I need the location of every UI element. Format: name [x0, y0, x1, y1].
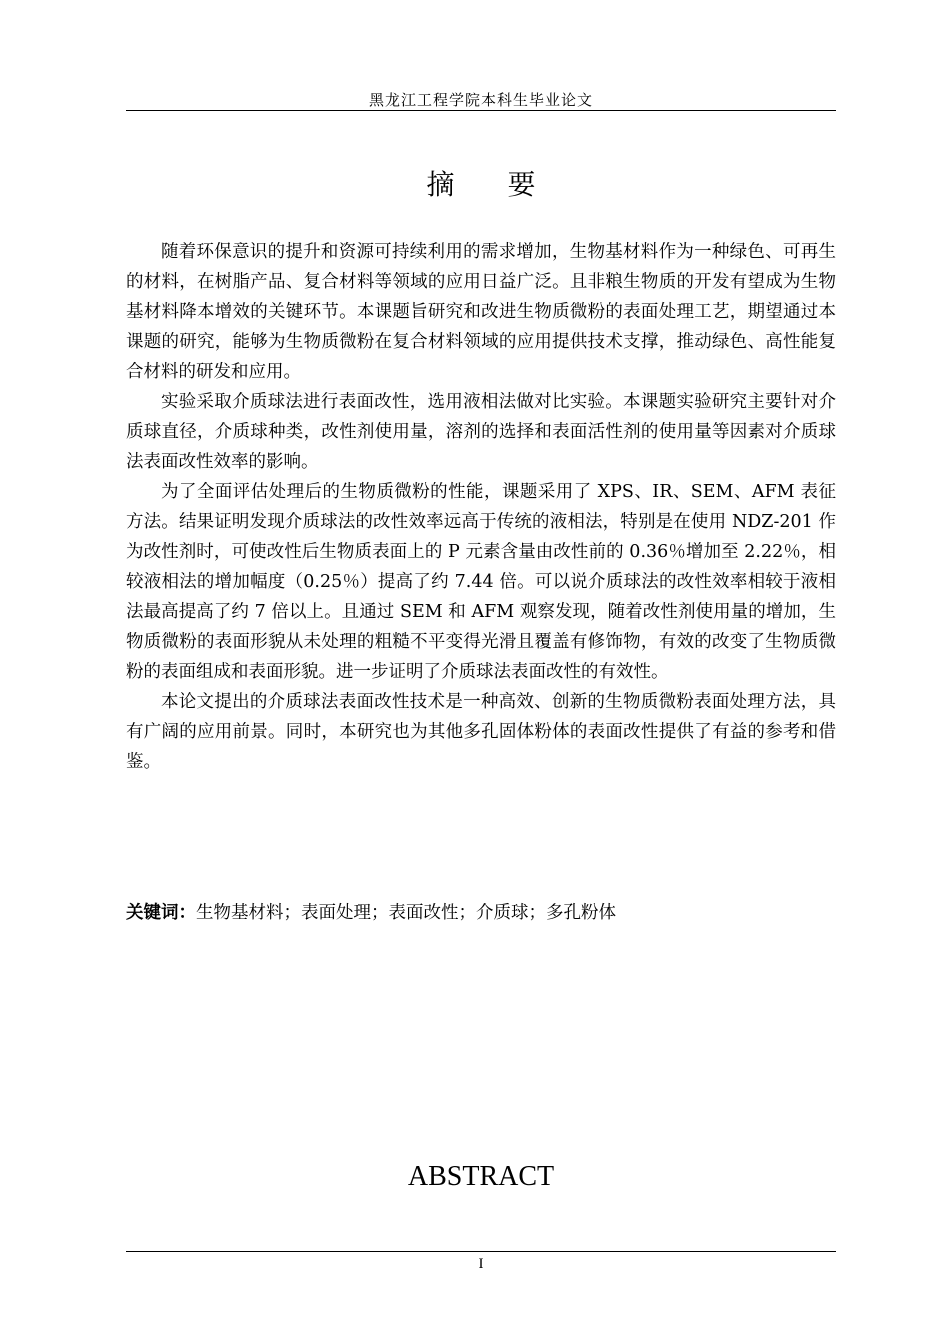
abstract-paragraph-2: 实验采取介质球法进行表面改性，选用液相法做对比实验。本课题实验研究主要针对介质球直径，介质球种类，改性剂使用量，溶剂的选择和表面活性剂的使用量等因素对介质球法表面改性效率的影响。 — [126, 392, 836, 472]
keywords-label: 关键词： — [126, 903, 196, 923]
keywords-text: 生物基材料；表面处理；表面改性；介质球；多孔粉体 — [196, 903, 616, 923]
header-rule — [126, 110, 836, 111]
page-number: I — [478, 1256, 484, 1272]
keywords-line — [126, 898, 836, 928]
abstract-heading-en: ABSTRACT — [407, 1161, 555, 1192]
abstract-paragraph-4: 本论文提出的介质球法表面改性技术是一种高效、创新的生物质微粉表面处理方法，具有广阔的应用前景。同时，本研究也为其他多孔固体粉体的表面改性提供了有益的参考和借鉴。 — [126, 692, 836, 772]
footer-rule — [126, 1251, 836, 1252]
abstract-body — [126, 237, 836, 777]
abstract-paragraph-1: 随着环保意识的提升和资源可持续利用的需求增加，生物基材料作为一种绿色、可再生的材料，在树脂产品、复合材料等领域的应用日益广泛。且非粮生物质的开发有望成为生物基材料降本增效的关键环节。本课题旨研究和改进生物质微粉的表面处理工艺，期望通过本课题的研究，能够为生物质微粉在复合材料领域的应用提供技术支撑，推动绿色、高性能复合材料的研发和应用。 — [126, 242, 836, 382]
abstract-paragraph-3: 为了全面评估处理后的生物质微粉的性能，课题采用了 XPS、IR、SEM、AFM 表征方法。结果证明发现介质球法的改性效率远高于传统的液相法，特别是在使用 NDZ-201 作为改性剂时，可使改性后生物质表面上的 P 元素含量由改性前的 0.36％增加至 2.22％，相较液相法的增加幅度（0.25％）提高了约 7.44 倍。可以说介质球法的改性效率相较于液相法最高提高了约 7 倍以上。且通过 SEM 和 AFM 观察发现，随着改性剂使用量的增加，生物质微粉的表面形貌从未处理的粗糙不平变得光滑且覆盖有修饰物，有效的改变了生物质微粉的表面组成和表面形貌。进一步证明了介质球法表面改性的有效性。 — [126, 482, 836, 682]
abstract-heading-cn: 摘 要 — [426, 168, 558, 201]
running-header: 黑龙江工程学院本科生毕业论文 — [368, 91, 593, 109]
